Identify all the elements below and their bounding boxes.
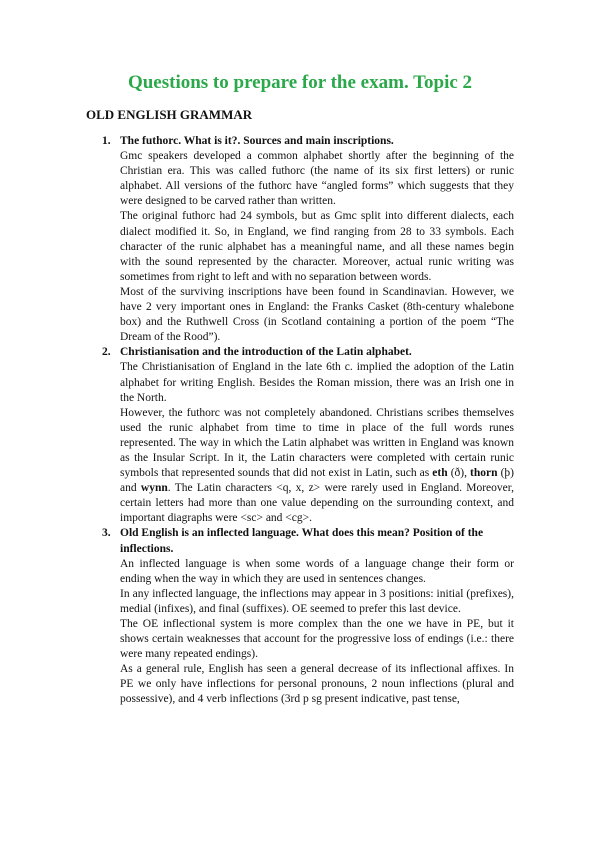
section-subtitle: OLD ENGLISH GRAMMAR: [86, 107, 253, 122]
paragraph: In any inflected language, the inflections may appear in 3 positions: initial (prefixes), medial (infixes), and final (suffixes). OE seemed to prefer this last device.: [120, 587, 514, 615]
question-2: [102, 345, 514, 526]
paragraph: As a general rule, English has seen a general decrease of its inflectional affixes. In PE we only have inflections for personal pronouns, 2 noun inflections (plural and possessive), and 4 verb inflections (3rd p sg present indicative, past tense,: [120, 663, 514, 706]
paragraph: [120, 406, 514, 527]
paragraph: The Christianisation of England in the late 6th c. implied the adoption of the Latin alphabet for writing English. Besides the Roman mission, there was an Irish one in the North.: [120, 361, 514, 404]
question-number: 3.: [102, 527, 111, 540]
rune-name-eth: eth: [432, 467, 448, 480]
question-3: [102, 526, 514, 707]
paragraph: Most of the surviving inscriptions have been found in Scandinavian. However, we have 2 very important ones in England: the Franks Casket (8th-century whalebone box) and the Ruthwell Cross (in Scotland containing a portion of the poem “The Dream of the Rood”).: [120, 285, 514, 344]
rune-name-wynn: wynn: [140, 482, 168, 495]
question-number: 1.: [102, 135, 111, 147]
rune-glyph-thorn: (þ) and: [120, 467, 514, 495]
paragraph: Gmc speakers developed a common alphabet shortly after the beginning of the Christian era. This was called futhorc (the name of its six first letters) or runic alphabet. All versions of the futhorc have “angled forms” which suggests that they were designed to be carved rather than written.: [120, 150, 514, 208]
page-title: Questions to prepare for the exam. Topic 2: [127, 72, 473, 93]
paragraph-text: However, the futhorc was not completely abandoned. Christians scribes themselves used the runic alphabet from time to time in place of the full words runes represented. The way in which the Latin alphabet was written in England was known as the Insular Script. In it, the Latin characters were completed with certain runic symbols that represented sounds that did not exist in Latin, such as: [120, 406, 514, 480]
question-number: 2.: [102, 346, 111, 359]
rune-name-thorn: thorn: [470, 467, 498, 480]
paragraph: An inflected language is when some words of a language change their form or ending when the way in which they are used in sentences changes.: [120, 557, 514, 585]
question-heading: The futhorc. What is it?. Sources and main inscriptions.: [120, 135, 394, 147]
question-heading: Old English is an inflected language. What does this mean? Position of the inflections.: [120, 527, 484, 555]
paragraph: The original futhorc had 24 symbols, but as Gmc split into different dialects, each dialect modified it. So, in England, we find ranging from 28 to 33 symbols. Each character of the runic alphabet has a meaningful name, and all these names begin with the sound represented by the character. Moreover, actual runic writing was sometimes from right to left and with no separation between words.: [120, 210, 514, 283]
question-list: [102, 134, 514, 708]
paragraph: The OE inflectional system is more complex than the one we have in PE, but it shows certain weaknesses that account for the progressive loss of endings (i.e.: there were many repeated endings).: [120, 618, 514, 661]
question-heading: Christianisation and the introduction of the Latin alphabet.: [120, 346, 412, 359]
paragraph-text: . The Latin characters <q, x, z> were rarely used in England. Moreover, certain letters had more than one value depending on the surrounding context, and important diagraphs were <sc> and <cg>.: [120, 482, 514, 525]
rune-glyph-eth: (ð),: [447, 467, 471, 480]
question-1: [102, 134, 514, 345]
